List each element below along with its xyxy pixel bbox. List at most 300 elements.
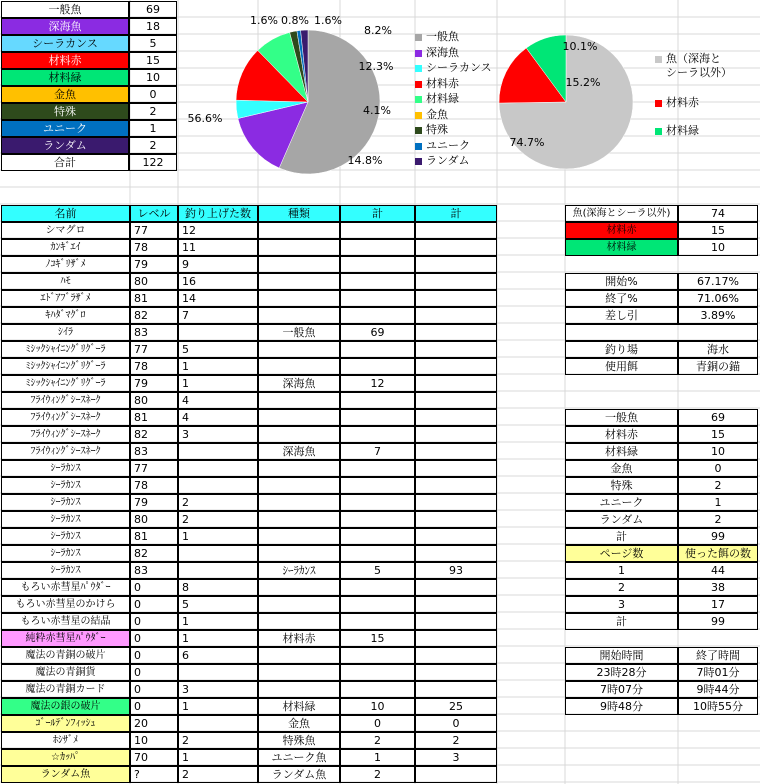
type-count-value: 2 [678,477,758,494]
row-sum [340,307,415,324]
type-count-value: 0 [678,460,758,477]
row-total: 2 [415,732,497,749]
row-count: 6 [178,647,258,664]
row-sum [340,256,415,273]
row-count [178,324,258,341]
fish-summary-label: 材料緑 [565,239,678,256]
row-level: 80 [130,273,178,290]
row-sum: 69 [340,324,415,341]
row-type: 材料赤 [258,630,340,647]
row-count: 5 [178,341,258,358]
row-count: 1 [178,630,258,647]
row-total [415,375,497,392]
row-level: 77 [130,222,178,239]
row-count: 2 [178,732,258,749]
type-count-value: 10 [678,443,758,460]
row-type [258,392,340,409]
row-sum [340,647,415,664]
row-level: 20 [130,715,178,732]
row-total [415,528,497,545]
fish-summary-value: 10 [678,239,758,256]
pie-data-label: 10.1% [562,40,598,53]
legend-swatch [415,34,422,41]
row-total [415,664,497,681]
row-type [258,647,340,664]
column-header: 釣り上げた数 [178,205,258,222]
row-type [258,307,340,324]
legend-swatch [415,112,422,119]
row-count [178,477,258,494]
row-type [258,681,340,698]
row-name: ﾐｼｯｸｼｬｲﾆﾝｸﾞﾘｸﾞｰﾗ [1,341,130,358]
row-type: ｼｰﾗｶﾝｽ [258,562,340,579]
row-count [178,715,258,732]
row-total [415,222,497,239]
row-count: 7 [178,307,258,324]
row-level: 0 [130,630,178,647]
row-name: ｼｰﾗｶﾝｽ [1,494,130,511]
row-sum [340,341,415,358]
type-count-value: 15 [678,426,758,443]
row-count: 8 [178,579,258,596]
row-count: 2 [178,766,258,783]
summary-label: シーラカンス [1,35,129,52]
row-type: 材料緑 [258,698,340,715]
row-type: 一般魚 [258,324,340,341]
row-name: ﾌﾗｲｳｨﾝｸﾞｼｰｽﾈｰｸ [1,443,130,460]
type-count-value: 69 [678,409,758,426]
row-count: 11 [178,239,258,256]
rate-label: 差し引 [565,307,678,324]
row-total [415,307,497,324]
row-type: 深海魚 [258,375,340,392]
legend-label: 材料赤 [666,96,699,109]
end-time: 7時01分 [678,664,758,681]
row-type [258,239,340,256]
row-sum [340,596,415,613]
legend-label: シーラカンス [426,61,492,74]
pie-data-label: 0.8% [281,14,309,27]
row-name: ﾉｺｷﾞﾘｻﾞﾒ [1,256,130,273]
row-type: ランダム魚 [258,766,340,783]
row-total [415,477,497,494]
pie-data-label: 4.1% [363,104,391,117]
type-count-value: 1 [678,494,758,511]
row-count: 9 [178,256,258,273]
row-sum: 2 [340,732,415,749]
row-sum [340,273,415,290]
type-count-label: ランダム [565,511,678,528]
summary-value: 2 [129,103,177,120]
row-name: ｼｲﾗ [1,324,130,341]
row-type [258,273,340,290]
row-name: ランダム魚 [1,766,130,783]
rate-label: 終了% [565,290,678,307]
place-label: 使用餌 [565,358,678,375]
row-name: もろい赤彗星のかけら [1,596,130,613]
pie-data-label: 1.6% [250,14,278,27]
row-level: 0 [130,664,178,681]
row-type [258,222,340,239]
row-sum: 1 [340,749,415,766]
row-name: ﾎｼｻﾞﾒ [1,732,130,749]
type-count-label: ユニーク [565,494,678,511]
row-count: 16 [178,273,258,290]
row-sum [340,545,415,562]
row-sum: 5 [340,562,415,579]
summary-value: 122 [129,154,177,171]
row-total [415,341,497,358]
type-count-value: 99 [678,528,758,545]
legend-swatch [655,100,662,107]
start-time: 9時48分 [565,698,678,715]
row-total [415,630,497,647]
row-level: 80 [130,511,178,528]
row-sum [340,358,415,375]
row-level: 81 [130,528,178,545]
pie-data-label: 15.2% [565,76,601,89]
row-type [258,511,340,528]
row-total: 93 [415,562,497,579]
summary-label: 合計 [1,154,129,171]
legend-swatch [415,50,422,57]
summary-value: 18 [129,18,177,35]
row-sum [340,681,415,698]
row-level: 0 [130,681,178,698]
legend-swatch [655,56,662,63]
summary-value: 10 [129,69,177,86]
legend-label: ランダム [426,154,470,167]
row-name: もろい赤彗星ﾊﾟｳﾀﾞｰ [1,579,130,596]
row-level: 81 [130,409,178,426]
row-type [258,477,340,494]
row-type: ユニーク魚 [258,749,340,766]
summary-label: ユニーク [1,120,129,137]
legend-swatch [415,96,422,103]
row-name: ｼｰﾗｶﾝｽ [1,562,130,579]
row-name: ｼｰﾗｶﾝｽ [1,477,130,494]
row-total [415,358,497,375]
row-level: ? [130,766,178,783]
row-total [415,579,497,596]
row-name: 純粋赤彗星ﾊﾟｳﾀﾞｰ [1,630,130,647]
row-name: ｼｰﾗｶﾝｽ [1,460,130,477]
fish-summary-label: 材料赤 [565,222,678,239]
row-count: 1 [178,528,258,545]
row-name: 魔法の青銅貨 [1,664,130,681]
row-total: 3 [415,749,497,766]
row-name: 魔法の銀の破片 [1,698,130,715]
row-level: 82 [130,307,178,324]
row-level: 81 [130,290,178,307]
row-type [258,426,340,443]
row-type [258,358,340,375]
row-sum [340,460,415,477]
pie-chart-fish-materials [490,2,650,197]
row-total [415,409,497,426]
legend-swatch [655,128,662,135]
row-sum: 15 [340,630,415,647]
row-total [415,596,497,613]
pie-data-label: 8.2% [364,24,392,37]
row-count [178,545,258,562]
summary-value: 69 [129,1,177,18]
blank-cell [565,324,758,341]
row-count: 1 [178,613,258,630]
summary-label: 深海魚 [1,18,129,35]
row-level: 83 [130,324,178,341]
row-level: 83 [130,443,178,460]
row-type [258,409,340,426]
start-time-header: 開始時間 [565,647,678,664]
row-sum [340,239,415,256]
row-count: 1 [178,358,258,375]
row-count: 3 [178,681,258,698]
type-count-label: 計 [565,528,678,545]
row-name: ﾐｼｯｸｼｬｲﾆﾝｸﾞﾘｸﾞｰﾗ [1,375,130,392]
bait-count: 99 [678,613,758,630]
row-total [415,256,497,273]
row-total: 25 [415,698,497,715]
row-count: 2 [178,511,258,528]
row-count: 14 [178,290,258,307]
column-header: 計 [340,205,415,222]
row-type [258,579,340,596]
pie-data-label: 14.8% [347,154,383,167]
pages-header: ページ数 [565,545,678,562]
row-name: ｶﾝｷﾞｴｲ [1,239,130,256]
row-level: 70 [130,749,178,766]
row-total [415,324,497,341]
fish-summary-value: 74 [678,205,758,222]
row-name: ｼｰﾗｶﾝｽ [1,545,130,562]
row-total [415,494,497,511]
row-name: ｼｰﾗｶﾝｽ [1,528,130,545]
row-count: 3 [178,426,258,443]
row-sum: 0 [340,715,415,732]
rate-label: 開始% [565,273,678,290]
row-count: 1 [178,698,258,715]
rate-value: 71.06% [678,290,758,307]
legend-label: 魚（深海と シーラ以外） [666,52,732,79]
row-count [178,443,258,460]
row-name: 魔法の青銅の破片 [1,647,130,664]
row-sum [340,290,415,307]
legend-swatch [415,158,422,165]
row-total: 0 [415,715,497,732]
end-time-header: 終了時間 [678,647,758,664]
legend-swatch [415,81,422,88]
summary-value: 0 [129,86,177,103]
row-total [415,239,497,256]
start-time: 23時28分 [565,664,678,681]
type-count-label: 金魚 [565,460,678,477]
row-type [258,341,340,358]
type-count-label: 材料赤 [565,426,678,443]
row-count [178,562,258,579]
summary-value: 1 [129,120,177,137]
pie-data-label: 74.7% [509,136,545,149]
row-level: 82 [130,426,178,443]
row-sum: 2 [340,766,415,783]
row-name: ｺﾞｰﾙﾃﾞﾝﾌｨｯｼｭ [1,715,130,732]
row-level: 83 [130,562,178,579]
row-level: 79 [130,494,178,511]
row-name: ﾌﾗｲｳｨﾝｸﾞｼｰｽﾈｰｸ [1,409,130,426]
row-level: 0 [130,613,178,630]
bait-count: 38 [678,579,758,596]
row-total [415,273,497,290]
row-count: 4 [178,409,258,426]
row-name: ﾌﾗｲｳｨﾝｸﾞｼｰｽﾈｰｸ [1,426,130,443]
row-total [415,426,497,443]
rate-value: 67.17% [678,273,758,290]
type-count-label: 一般魚 [565,409,678,426]
row-total [415,511,497,528]
row-sum [340,494,415,511]
page-number: 3 [565,596,678,613]
bait-header: 使った餌の数 [678,545,758,562]
legend-label: 金魚 [426,107,448,121]
row-total [415,681,497,698]
row-total [415,460,497,477]
row-name: 魔法の青銅カード [1,681,130,698]
row-sum: 12 [340,375,415,392]
start-time: 7時07分 [565,681,678,698]
row-level: 79 [130,375,178,392]
legend-swatch [415,127,422,134]
fish-summary-value: 15 [678,222,758,239]
row-level: 10 [130,732,178,749]
row-name: ｴﾄﾞｱﾌﾞﾗｻﾞﾒ [1,290,130,307]
legend-label: ユニーク [426,138,470,152]
row-count: 1 [178,375,258,392]
row-sum [340,426,415,443]
place-label: 釣り場 [565,341,678,358]
pie-data-label: 12.3% [358,60,394,73]
summary-label: 材料緑 [1,69,129,86]
summary-value: 15 [129,52,177,69]
page-number: 1 [565,562,678,579]
row-sum [340,511,415,528]
column-header: 名前 [1,205,130,222]
row-sum [340,409,415,426]
row-name: ｷﾊﾀﾞﾏｸﾞﾛ [1,307,130,324]
row-type [258,528,340,545]
row-sum [340,664,415,681]
row-name: ｼｰﾗｶﾝｽ [1,511,130,528]
row-total [415,290,497,307]
summary-label: 金魚 [1,86,129,103]
legend-label: 深海魚 [426,45,459,59]
column-header: レベル [130,205,178,222]
row-count [178,664,258,681]
column-header: 計 [415,205,497,222]
row-level: 82 [130,545,178,562]
row-count: 4 [178,392,258,409]
row-total [415,545,497,562]
row-name: ﾊﾓ [1,273,130,290]
row-total [415,766,497,783]
legend-label: 材料緑 [426,92,459,105]
place-value: 海水 [678,341,758,358]
page-number: 計 [565,613,678,630]
row-sum [340,579,415,596]
legend-label: 一般魚 [426,30,459,43]
row-count: 5 [178,596,258,613]
summary-value: 5 [129,35,177,52]
legend-swatch [415,65,422,72]
row-type: 特殊魚 [258,732,340,749]
row-level: 79 [130,256,178,273]
row-type: 深海魚 [258,443,340,460]
row-level: 77 [130,460,178,477]
row-total [415,443,497,460]
row-type [258,664,340,681]
row-level: 80 [130,392,178,409]
legend-swatch [415,143,422,150]
row-level: 0 [130,596,178,613]
row-sum: 10 [340,698,415,715]
row-type [258,596,340,613]
end-time: 9時44分 [678,681,758,698]
row-count: 12 [178,222,258,239]
row-level: 78 [130,358,178,375]
row-sum [340,392,415,409]
row-level: 0 [130,698,178,715]
row-name: ﾐｼｯｸｼｬｲﾆﾝｸﾞﾘｸﾞｰﾗ [1,358,130,375]
row-type [258,460,340,477]
type-count-label: 材料緑 [565,443,678,460]
row-count: 1 [178,749,258,766]
row-name: ☆ｶｯﾊﾟ [1,749,130,766]
legend-label: 特殊 [426,123,448,136]
row-level: 0 [130,579,178,596]
end-time: 10時55分 [678,698,758,715]
row-sum [340,222,415,239]
legend-label: 材料緑 [666,124,699,137]
type-count-value: 2 [678,511,758,528]
row-type [258,494,340,511]
summary-label: 一般魚 [1,1,129,18]
row-level: 78 [130,477,178,494]
row-name: もろい赤彗星の結晶 [1,613,130,630]
place-value: 青銅の錨 [678,358,758,375]
row-count [178,460,258,477]
summary-label: 特殊 [1,103,129,120]
row-count: 2 [178,494,258,511]
row-sum [340,528,415,545]
row-type [258,613,340,630]
summary-value: 2 [129,137,177,154]
row-name: ﾌﾗｲｳｨﾝｸﾞｼｰｽﾈｰｸ [1,392,130,409]
row-type [258,290,340,307]
column-header: 種類 [258,205,340,222]
summary-label: ランダム [1,137,129,154]
row-type [258,545,340,562]
page-number: 2 [565,579,678,596]
pie-data-label: 1.6% [314,14,342,27]
row-name: シマグロ [1,222,130,239]
row-level: 77 [130,341,178,358]
fish-summary-label: 魚(深海とシーラ以外) [565,205,678,222]
row-type [258,256,340,273]
row-level: 78 [130,239,178,256]
summary-label: 材料赤 [1,52,129,69]
row-total [415,613,497,630]
row-sum: 7 [340,443,415,460]
row-total [415,647,497,664]
